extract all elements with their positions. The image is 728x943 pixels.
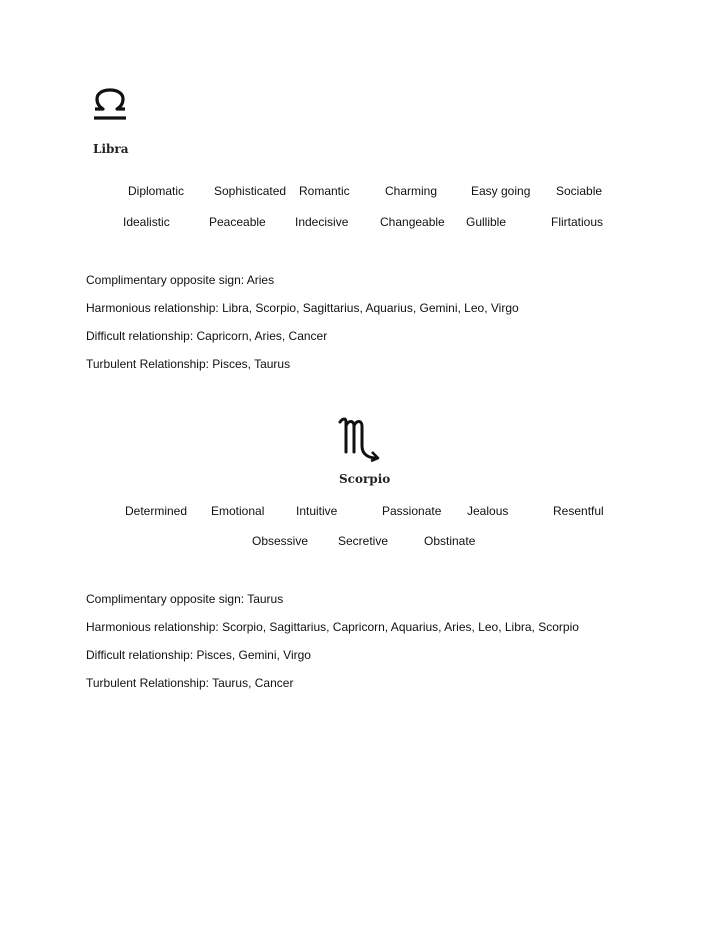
libra-difficult-relationship: Difficult relationship: Capricorn, Aries, Cancer [86, 329, 328, 343]
trait-easy-going: Easy going [471, 184, 531, 198]
trait-gullible: Gullible [466, 215, 507, 229]
trait-intuitive: Intuitive [296, 504, 338, 518]
trait-sophisticated: Sophisticated [214, 184, 287, 198]
libra-turbulent-relationship: Turbulent Relationship: Pisces, Taurus [86, 357, 291, 371]
trait-peaceable: Peaceable [209, 215, 266, 229]
trait-charming: Charming [385, 184, 438, 198]
trait-passionate: Passionate [382, 504, 442, 518]
libra-glyph-icon [90, 88, 130, 124]
trait-romantic: Romantic [299, 184, 350, 198]
scorpio-opposite-sign: Complimentary opposite sign: Taurus [86, 592, 284, 606]
trait-diplomatic: Diplomatic [128, 184, 185, 198]
scorpio-turbulent-relationship: Turbulent Relationship: Taurus, Cancer [86, 676, 294, 690]
libra-caption: Libra [93, 142, 129, 156]
trait-emotional: Emotional [211, 504, 265, 518]
scorpio-harmonious-relationship: Harmonious relationship: Scorpio, Sagittarius, Capricorn, Aquarius, Aries, Leo, Libra, Scorpio [86, 620, 579, 634]
scorpio-glyph-icon [336, 412, 384, 462]
trait-flirtatious: Flirtatious [551, 215, 604, 229]
scorpio-caption: Scorpio [339, 472, 391, 486]
trait-changeable: Changeable [380, 215, 445, 229]
trait-obstinate: Obstinate [424, 534, 476, 548]
trait-indecisive: Indecisive [295, 215, 349, 229]
trait-obsessive: Obsessive [252, 534, 309, 548]
trait-jealous: Jealous [467, 504, 509, 518]
trait-secretive: Secretive [338, 534, 389, 548]
libra-harmonious-relationship: Harmonious relationship: Libra, Scorpio, Sagittarius, Aquarius, Gemini, Leo, Virgo [86, 301, 519, 315]
scorpio-difficult-relationship: Difficult relationship: Pisces, Gemini, Virgo [86, 648, 311, 662]
trait-determined: Determined [125, 504, 188, 518]
scorpio-symbol-image [334, 410, 396, 490]
libra-symbol-image [86, 84, 136, 164]
trait-resentful: Resentful [553, 504, 604, 518]
trait-sociable: Sociable [556, 184, 603, 198]
libra-opposite-sign: Complimentary opposite sign: Aries [86, 273, 275, 287]
trait-idealistic: Idealistic [123, 215, 170, 229]
